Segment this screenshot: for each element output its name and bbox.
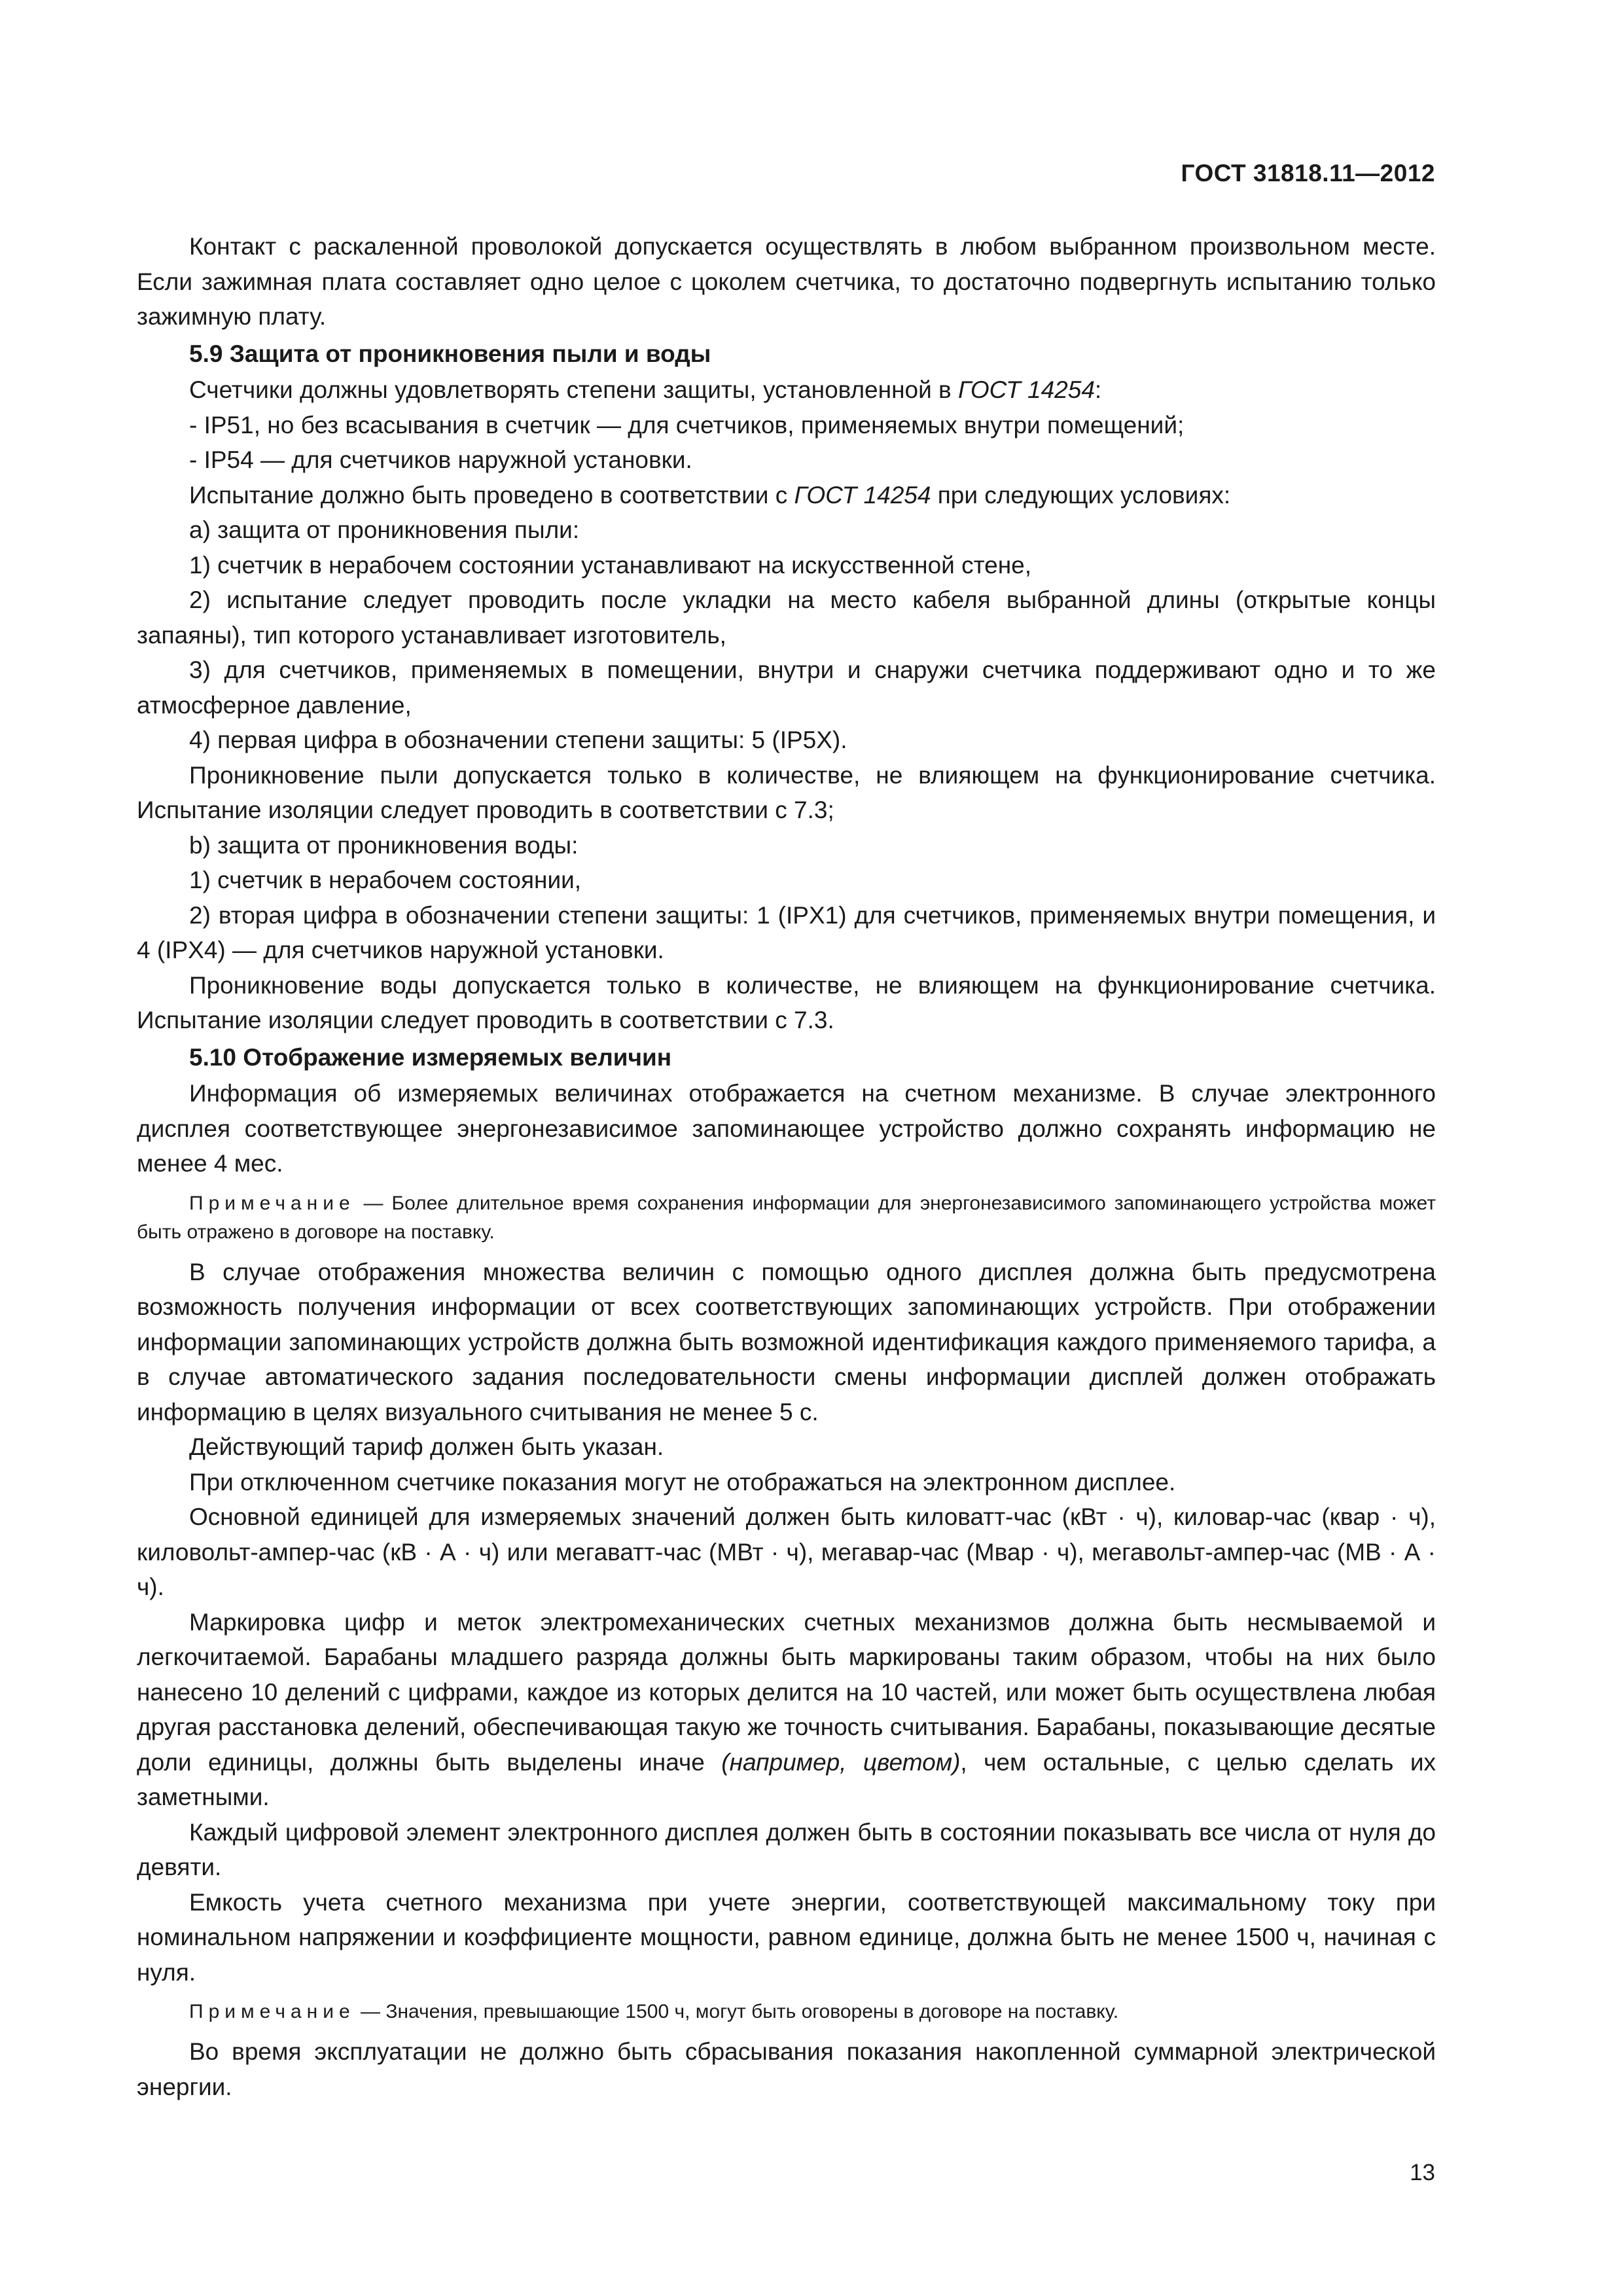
note-text: — Значения, превышающие 1500 ч, могут быть оговорены в договоре на поставку. [355,2001,1119,2022]
note-text: — Более длительное время сохранения информации для энергонезависимого запоминающего устройства может быть отражено в договоре на поставку. [137,1192,1436,1243]
document-header: ГОСТ 31818.11—2012 [1181,160,1435,187]
text: Счетчики должны удовлетворять степени защиты, установленной в [189,376,958,403]
list-item: - IP51, но без всасывания в счетчик — для счетчиков, применяемых внутри помещений; [189,411,1185,439]
paragraph [137,372,1436,408]
paragraph: Каждый цифровой элемент электронного дисплея должен быть в состоянии показывать все числа от нуля до девяти. [137,1818,1436,1880]
text: Маркировка цифр и меток электромеханических счетных механизмов должна быть несмываемой и легкочитаемой. Барабаны младшего разряда должны быть маркированы таким образом, чтобы на них было нанесено 10 делений с цифрами, каждое из которых делится на 10 частей, или может быть осуществлена любая другая расстановка делений, обеспечивающая такую же точность считывания. Барабаны, показывающие десятые доли единицы, должны быть выделены иначе [137,1608,1436,1776]
text: при следующих условиях: [931,481,1231,509]
list-item: - IP54 — для счетчиков наружной установки. [189,446,692,473]
paragraph [137,478,1436,513]
paragraph: При отключенном счетчике показания могут не отображаться на электронном дисплее. [189,1468,1176,1496]
list-item: 1) счетчик в нерабочем состоянии устанавливают на искусственной стене, [189,551,1032,579]
text: : [1094,376,1102,403]
paragraph [137,1605,1436,1815]
note-label: Примечание [189,1192,355,1214]
text: Испытание должно быть проведено в соответствии с [189,481,794,509]
note [137,1189,1436,1247]
paragraph: Информация об измеряемых величинах отображается на счетном механизме. В случае электронного дисплея соответствующее энергонезависимое запоминающее устройство должно сохранять информацию не менее 4 мес. [137,1080,1436,1177]
paragraph: Контакт с раскаленной проволокой допускается осуществлять в любом выбранном произвольном месте. Если зажимная плата составляет одно целое с цоколем счетчика, то достаточно подвергнуть испытанию только зажимную плату. [137,233,1436,330]
paragraph: Проникновение пыли допускается только в количестве, не влияющем на функционирование счетчика. Испытание изоляции следует проводить в соответствии с 7.3; [137,761,1436,823]
paragraph: Во время эксплуатации не должно быть сбрасывания показания накопленной суммарной электрической энергии. [137,2038,1436,2100]
paragraph: В случае отображения множества величин с помощью одного дисплея должна быть предусмотрена возможность получения информации от всех соответствующих запоминающих устройств. При отображении информации запоминающих устройств должна быть возможной идентификация каждого применяемого тарифа, а в случае автоматического задания последовательности смены информации дисплей должен отображать информацию в целях визуального считывания не менее 5 с. [137,1258,1436,1426]
list-item: 4) первая цифра в обозначении степени защиты: 5 (IP5X). [189,726,847,753]
section-heading-5-10: 5.10 Отображение измеряемых величин [189,1043,672,1071]
list-item: b) защита от проникновения воды: [189,831,579,859]
page-number: 13 [1410,2160,1435,2185]
section-heading-5-9: 5.9 Защита от проникновения пыли и воды [189,340,711,367]
note [137,1998,1436,2026]
document-body [137,229,1436,2104]
list-item: 1) счетчик в нерабочем состоянии, [189,867,582,893]
list-item: 2) вторая цифра в обозначении степени защиты: 1 (IPX1) для счетчиков, применяемых внутри помещения, и 4 (IPX4) — для счетчиков наружной установки. [137,901,1436,963]
list-item: 3) для счетчиков, применяемых в помещении, внутри и снаружи счетчика поддерживают одно и то же атмосферное давление, [137,656,1436,719]
standard-reference: ГОСТ 14254 [794,481,931,509]
standard-reference: ГОСТ 14254 [957,376,1095,403]
paragraph: Действующий тариф должен быть указан. [189,1433,664,1460]
paragraph: Основной единицей для измеряемых значений должен быть киловатт-час (кВт · ч), киловар-час (квар · ч), киловольт-ампер-час (кВ · А · ч) или мегаватт-час (МВт · ч), мегавар-час (Мвар · ч), мегавольт-ампер-час (МВ · А · ч). [137,1503,1436,1600]
text: , чем остальные, с целью сделать их заметными. [137,1748,1436,1810]
note-label: Примечание [189,2001,355,2022]
paragraph: Проникновение воды допускается только в количестве, не влияющем на функционирование счетчика. Испытание изоляции следует проводить в соответствии с 7.3. [137,971,1436,1033]
list-item: 2) испытание следует проводить после укладки на место кабеля выбранной длины (открытые концы запаяны), тип которого устанавливает изготовитель, [137,586,1436,649]
paragraph: Емкость учета счетного механизма при учете энергии, соответствующей максимальному току при номинальном напряжении и коэффициенте мощности, равном единице, должна быть не менее 1500 ч, начиная с нуля. [137,1888,1436,1986]
list-item: а) защита от проникновения пыли: [189,516,580,543]
italic-text: (например, цветом) [721,1748,961,1776]
